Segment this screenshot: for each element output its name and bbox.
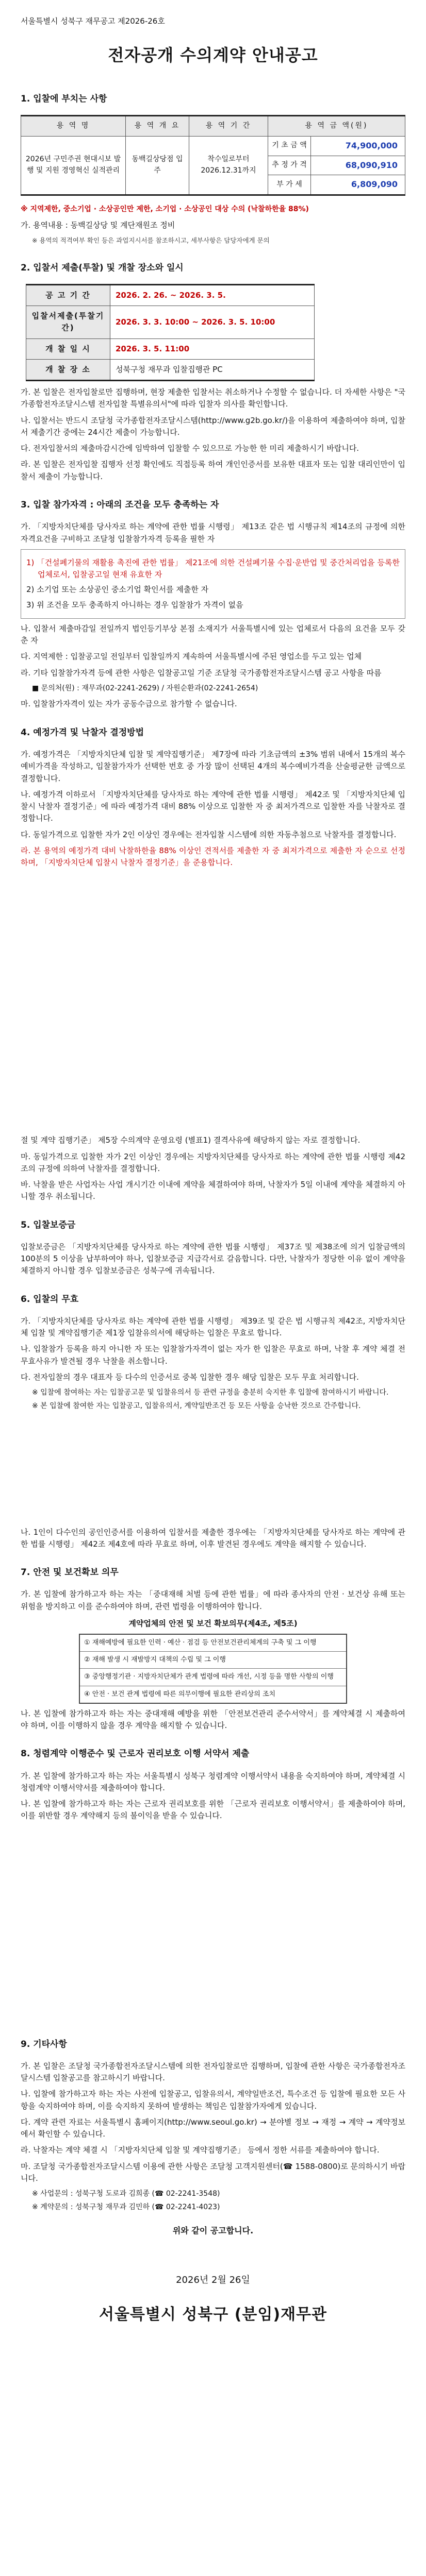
safety-duty-title: 계약업체의 안전 및 보건 확보의무(제4조, 제5조) xyxy=(128,1618,298,1628)
s6-cont-para: 나. 1인이 다수인의 공인인증서를 이용하여 입찰서를 제출한 경우에는 「지방자치단체를 당사자로 하는 계약에 관한 법률 시행령」 제42조 제4호에 따라 무효로 하며, 이후 발견된 경우에도 계약을 해지할 수 있습니다. xyxy=(21,1527,405,1549)
s3-item-1: 1) 「건설폐기물의 재활용 촉진에 관한 법률」 제21조에 의한 건설폐기물 수집·운반업 및 중간처리업을 등록한 업체로서, 입찰공고일 현재 유효한 자 xyxy=(26,557,400,580)
s2-para-b: 나. 입찰서는 반드시 조달청 국가종합전자조달시스템(http://www.g2b.go.kr/)을 이용하여 제출하여야 하며, 입찰서 제출기간 중에는 24시간 제출이 가능합니다. xyxy=(21,415,405,437)
bid-info-table xyxy=(21,115,405,196)
s4-cont-para-c: 바. 낙찰을 받은 사업자는 사업 개시기간 이내에 계약을 체결하여야 하며, 낙찰자가 5일 이내에 계약을 체결하지 아니할 경우 취소됩니다. xyxy=(21,1180,405,1201)
s1-item-note: ※ 용역의 적격여부 확인 등은 과업지시서를 참조하시고, 세부사항은 담당자에게 문의 xyxy=(32,236,270,245)
section-9-title: 9. 기타사항 xyxy=(21,2039,67,2049)
schedule-value-place: 성북구청 재무과 입찰집행관 PC xyxy=(110,359,315,380)
s3-para-d: 라. 기타 입찰참가자격 등에 관한 사항은 입찰공고일 기준 조달청 국가종합전자조달시스템 공고 사항을 따름 xyxy=(21,668,382,677)
s7-para-a: 가. 본 입찰에 참가하고자 하는 자는 「중대재해 처벌 등에 관한 법률」에 따라 종사자의 안전 · 보건상 유해 또는 위험을 방지하고 이를 준수하여야 하며, 관련 법령을 이행하여야 합니다. xyxy=(21,1589,405,1611)
schedule-value-opening: 2026. 3. 5. 11:00 xyxy=(110,338,315,359)
schedule-label-opening: 개 찰 일 시 xyxy=(26,338,110,359)
s3-para-b: 나. 입찰서 제출마감일 전일까지 법인등기부상 본점 소재지가 서울특별시에 있는 업체로서 다음의 요건을 모두 갖춘 자 xyxy=(21,623,405,646)
schedule-label-place: 개 찰 장 소 xyxy=(26,359,110,380)
notice-date: 2026년 2월 26일 xyxy=(176,2275,250,2286)
s9-para-b: 나. 입찰에 참가하고자 하는 자는 사전에 입찰공고, 입찰유의서, 계약일반조건, 특수조건 등 입찰에 필요한 모든 사항을 숙지하여야 하며, 이를 숙지하지 못하여 발생하는 책임은 입찰참가자에게 있습니다. xyxy=(21,2089,405,2111)
s3-para-a: 가. 「지방자치단체를 당사자로 하는 계약에 관한 법률 시행령」 제13조 같은 법 시행규칙 제14조의 규정에 의한 자격요건을 구비하고 조달청 입찰참가자격 등록을 필한 자 xyxy=(21,522,405,544)
s8-para-a: 가. 본 입찰에 참가하고자 하는 자는 서울특별시 성북구 청렴계약 이행서약서 내용을 숙지하여야 하며, 계약체결 시 청렴계약 이행서약서를 제출하여야 합니다. xyxy=(21,1771,405,1792)
s9-para-c: 다. 계약 관련 자료는 서울특별시 홈페이지(http://www.seoul.go.kr) → 분야별 정보 → 재정 → 계약 → 계약정보에서 확인할 수 있습니다. xyxy=(21,2117,405,2139)
s3-contact: ■ 문의처(원) : 재무과(02-2241-2629) / 자원순환과(02-2241-2654) xyxy=(32,684,258,692)
closing-statement: 위와 같이 공고합니다. xyxy=(172,2225,254,2235)
notice-number: 서울특별시 성북구 재무공고 제2026-26호 xyxy=(21,16,165,26)
document-title: 전자공개 수의계약 안내공고 xyxy=(108,45,318,65)
section-7-title: 7. 안전 및 보건확보 의무 xyxy=(21,1567,119,1578)
s6-para-a: 가. 「지방자치단체를 당사자로 하는 계약에 관한 법률 시행령」 제39조 및 같은 법 시행규칙 제42조, 지방자치단체 입찰 및 계약집행기준 제1장 입찰유의서에 해당하는 입찰은 무효로 합니다. xyxy=(21,1316,405,1338)
amount-label-base: 기 초 금 액 xyxy=(268,136,311,156)
s8-para-b: 나. 본 입찰에 참가하고자 하는 자는 근로자 권리보호를 위한 「근로자 권리보호 이행서약서」를 제출하여야 하며, 이를 위반할 경우 계약해지 등의 불이익을 받을 수 있습니다. xyxy=(21,1799,405,1821)
s3-extra: 마. 입찰참가자격이 있는 자가 공동수급으로 참가할 수 없습니다. xyxy=(21,699,237,709)
s4-cont-para-a: 절 및 계약 집행기준」 제5장 수의계약 운영요령 (별표1) 결격사유에 해당하지 않는 자로 결정합니다. xyxy=(21,1136,361,1145)
s6-bullet-1: ※ 입찰에 참여하는 자는 입찰공고문 및 입찰유의서 등 관련 규정을 충분히 숙지한 후 입찰에 참여하시기 바랍니다. xyxy=(32,1388,389,1397)
amount-value-vat: 6,809,090 xyxy=(311,175,405,195)
section-3-title: 3. 입찰 참가자격 : 아래의 조건을 모두 충족하는 자 xyxy=(21,499,219,510)
section-6-title: 6. 입찰의 무효 xyxy=(21,1294,79,1304)
s7-para-b: 나. 본 입찰에 참가하고자 하는 자는 중대재해 예방을 위한 「안전보건관리 준수서약서」를 계약체결 시 제출하여야 하며, 이를 이행하지 않을 경우 계약을 해지할 수 있습니다. xyxy=(21,1708,405,1731)
s5-para: 입찰보증금은 「지방자치단체를 당사자로 하는 계약에 관한 법률 시행령」 제37조 및 제38조에 의거 입찰금액의 100분의 5 이상을 납부하여야 하나, 입찰보증금 지급각서로 갈음합니다. 다만, 낙찰자가 정당한 이유 없이 계약을 체결하지 아니할 경우 입찰보증금은 성북구에 귀속됩니다. xyxy=(21,1242,405,1276)
s6-bullet-2: ※ 본 입찰에 참여한 자는 입찰공고, 입찰유의서, 계약일반조건 등 모든 사항을 승낙한 것으로 간주합니다. xyxy=(32,1401,361,1410)
s2-para-d: 라. 본 입찰은 전자입찰 집행자 선정 확인에도 직접등록 하여 개인인증서를 보유한 대표자 또는 입찰 대리인만이 입찰서 제출이 가능합니다. xyxy=(21,460,405,481)
safety-duty-row: ④ 안전 · 보건 관계 법령에 따른 의무이행에 필요한 관리상의 조치 xyxy=(79,1686,347,1703)
s2-para-a: 가. 본 입찰은 전자입찰로만 집행하며, 현장 제출한 입찰서는 취소하거나 수정할 수 없습니다. 더 자세한 사항은 "국가종합전자조달시스템 전자입찰 특별유의서"에 따라 입찰자 의사를 확인합니다. xyxy=(21,387,405,409)
col-header-period: 용 역 기 간 xyxy=(189,116,268,137)
amount-label-estimate: 추 정 가 격 xyxy=(268,156,311,175)
safety-duty-row: ③ 중앙행정기관 · 지방자치단체가 관계 법령에 따라 개선, 시정 등을 명한 사항의 이행 xyxy=(79,1669,347,1686)
service-name: 2026년 구민주권 현대시보 발행 및 지원 경영혁신 실적관리 xyxy=(21,136,126,195)
amount-value-base: 74,900,000 xyxy=(311,136,405,156)
col-header-name: 용 역 명 xyxy=(21,116,126,137)
col-header-amount: 용 역 금 액(원) xyxy=(268,116,405,137)
section-8-title: 8. 청렴계약 이행준수 및 근로자 권리보호 이행 서약서 제출 xyxy=(21,1749,250,1759)
amount-label-vat: 부 가 세 xyxy=(268,175,311,195)
service-summary: 동백길상당점 입주 xyxy=(126,136,189,195)
schedule-value-submit: 2026. 3. 3. 10:00 ~ 2026. 3. 5. 10:00 xyxy=(110,306,315,339)
section-5-title: 5. 입찰보증금 xyxy=(21,1219,76,1230)
business-contact: ※ 사업문의 : 성북구청 도로과 김희종 (☎ 02-2241-3548) xyxy=(32,2190,220,2198)
safety-duty-table xyxy=(79,1634,347,1704)
schedule-label-notice: 공 고 기 간 xyxy=(26,284,110,306)
blank-area-2 xyxy=(21,1414,405,1522)
s4-highlight: 라. 본 용역의 예정가격 대비 낙찰하한율 88% 이상인 견적서를 제출한 자 중 최저가격으로 제출한 자 순으로 선정하며, 「지방자치단체 입찰시 낙찰자 결정기준」을 준용합니다. xyxy=(21,845,405,868)
safety-duty-row: ② 재해 발생 시 재발방지 대책의 수립 및 그 이행 xyxy=(79,1652,347,1669)
service-period: 착수일로부터 2026.12.31까지 xyxy=(189,136,268,195)
s4-cont-para-b: 마. 동일가격으로 입찰한 자가 2인 이상인 경우에는 지방자치단체를 당사자로 하는 계약에 관한 법률 시행령 제42조의 규정에 의하여 낙찰자를 결정합니다. xyxy=(21,1151,405,1173)
s1-item-a: 가. 용역내용 : 동백길상당 및 계단재원조 정비 xyxy=(21,220,175,230)
s4-para-c: 다. 동일가격으로 입찰한 자가 2인 이상인 경우에는 전자입찰 시스템에 의한 자동추첨으로 낙찰자를 결정합니다. xyxy=(21,829,397,839)
amount-value-estimate: 68,090,910 xyxy=(311,156,405,175)
schedule-value-notice: 2026. 2. 26. ~ 2026. 3. 5. xyxy=(110,284,315,306)
s4-para-b: 나. 예정가격 이하로서 「지방자치단체를 당사자로 하는 계약에 관한 법률 시행령」 제42조 및 「지방자치단체 입찰시 낙찰자 결정기준」에 따라 예정가격 대비 88% 이상으로 입찰한 자 중 최저가격으로 입찰한 자를 낙찰자로 결정합니다. xyxy=(21,789,405,823)
s9-para-d: 라. 낙찰자는 계약 체결 시 「지방자치단체 입찰 및 계약집행기준」 등에서 정한 서류를 제출하여야 합니다. xyxy=(21,2145,380,2155)
safety-duty-row: ① 재해예방에 필요한 인력 · 예산 · 점검 등 안전보건관리체계의 구축 및 그 이행 xyxy=(79,1634,347,1652)
blank-area-3 xyxy=(21,1826,405,2022)
s4-para-a: 가. 예정가격은 「지방자치단체 입찰 및 계약집행기준」 제7장에 따라 기초금액의 ±3% 범위 내에서 15개의 복수예비가격을 작성하고, 입찰참가자가 선택한 번호 중 가장 많이 선택된 4개의 복수예비가격을 산술평균한 금액으로 결정합니다. xyxy=(21,750,405,783)
s9-para-e: 마. 조달청 국가종합전자조달시스템 이용에 관한 사항은 조달청 고객지원센터(☎ 1588-0800)로 문의하시기 바랍니다. xyxy=(21,2161,405,2183)
schedule-table xyxy=(26,284,315,381)
col-header-summary: 용 역 개 요 xyxy=(126,116,189,137)
s9-para-a: 가. 본 입찰은 조달청 국가종합전자조달시스템에 의한 전자입찰로만 집행하며, 입찰에 관한 사항은 국가종합전자조달시스템 입찰공고를 참고하시기 바랍니다. xyxy=(21,2061,405,2083)
contract-contact: ※ 계약문의 : 성북구청 재무과 김민하 (☎ 02-2241-4023) xyxy=(32,2202,220,2211)
section-2-title: 2. 입찰서 제출(투찰) 및 개찰 장소와 일시 xyxy=(21,262,184,273)
s2-para-c: 다. 전자입찰서의 제출마감시간에 임박하여 입찰할 수 있으므로 가능한 한 미리 제출하시기 바랍니다. xyxy=(21,444,359,453)
s3-item-3: 3) 위 조건을 모두 충족하지 아니하는 경우 입찰참가 자격이 없음 xyxy=(26,600,243,609)
s6-para-c: 다. 전자입찰의 경우 대표자 등 다수의 인증서로 중복 입찰한 경우 해당 입찰은 모두 무효 처리합니다. xyxy=(21,1372,359,1382)
blank-area xyxy=(21,873,405,1130)
schedule-label-submit: 입찰서제출(투찰기간) xyxy=(26,306,110,339)
restriction-note: ※ 지역제한, 중소기업 · 소상공인만 제한, 소기업 · 소상공인 대상 수의 (낙찰하한율 88%) xyxy=(21,205,309,214)
section-1-title: 1. 입찰에 부치는 사항 xyxy=(21,93,107,104)
s3-requirements-box xyxy=(21,549,405,619)
s6-para-b: 나. 입찰참가 등록을 하지 아니한 자 또는 입찰참가자격이 없는 자가 한 입찰은 무효로 하며, 낙찰 후 계약 체결 전 무효사유가 발견될 경우 낙찰을 취소합니다. xyxy=(21,1344,405,1366)
s3-item-2: 2) 소기업 또는 소상공인 중소기업 확인서를 제출한 자 xyxy=(26,585,209,595)
s3-para-c: 다. 지역제한 : 입찰공고일 전일부터 입찰일까지 계속하여 서울특별시에 주된 영업소를 두고 있는 업체 xyxy=(21,652,362,662)
section-4-title: 4. 예정가격 및 낙찰자 결정방법 xyxy=(21,727,144,738)
issuer-signature: 서울특별시 성북구 (분임)재무관 xyxy=(99,2306,327,2324)
